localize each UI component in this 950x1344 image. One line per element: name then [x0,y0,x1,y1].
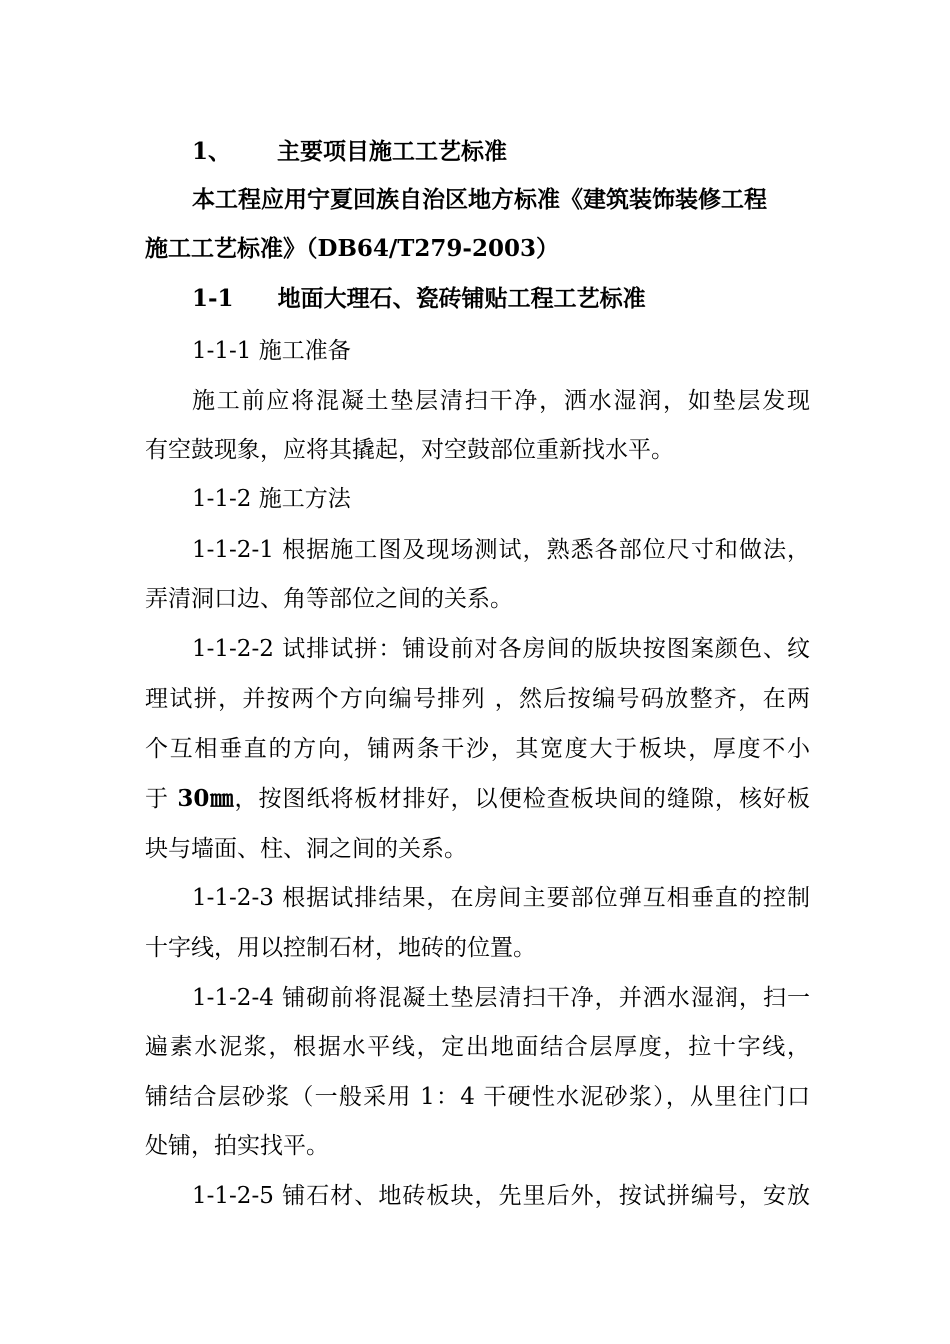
paragraph-line: 1-1-2-5 铺石材、地砖板块，先里后外，按试拼编号，安放 [192,1183,810,1209]
paragraph-line: 1-1-2-3 根据试排结果，在房间主要部位弹互相垂直的控制 [192,885,810,911]
paragraph-line: 1-1-2-4 铺砌前将混凝土垫层清扫干净，并洒水湿润，扫一 [192,985,810,1011]
heading-number: 1、 [192,138,232,165]
intro-line: 施工工艺标准》（DB64/T279-2003） [145,235,559,262]
text-run: 于 [145,786,178,812]
paragraph-line: 理试拼，并按两个方向编号排列 ，然后按编号码放整齐，在两 [145,686,810,712]
subheading-method: 1-1-2 施工方法 [192,486,351,512]
heading-title: 主要项目施工工艺标准 [277,138,508,165]
paragraph-line: 1-1-2-2 试排试拼：铺设前对各房间的版块按图案颜色、纹 [192,636,810,662]
dimension-value: 30㎜ [177,785,235,812]
paragraph-line: 块与墙面、柱、洞之间的关系。 [145,836,467,862]
paragraph-line [145,784,810,814]
main-heading [192,137,857,167]
section-title: 地面大理石、瓷砖铺贴工程工艺标准 [277,285,646,312]
text-run: ，按图纸将板材排好，以便检查板块间的缝隙，核好板 [234,786,811,812]
intro-line: 本工程应用宁夏回族自治区地方标准《建筑装饰装修工程 [192,186,767,213]
subheading-preparation: 1-1-1 施工准备 [192,338,351,364]
paragraph-line: 处铺，拍实找平。 [145,1133,329,1159]
paragraph-line: 施工前应将混凝土垫层清扫干净，洒水湿润，如垫层发现 [192,388,810,414]
paragraph-line: 个互相垂直的方向，铺两条干沙，其宽度大于板块，厚度不小 [145,736,810,762]
section-number: 1-1 [192,285,234,312]
paragraph-line: 有空鼓现象，应将其撬起，对空鼓部位重新找水平。 [145,437,674,463]
paragraph-line: 弄清洞口边、角等部位之间的关系。 [145,586,513,612]
section-heading [192,284,857,314]
paragraph-line: 铺结合层砂浆（一般采用 1：4 干硬性水泥砂浆），从里往门口 [145,1084,810,1110]
paragraph-line: 十字线，用以控制石材，地砖的位置。 [145,935,536,961]
paragraph-line: 1-1-2-1 根据施工图及现场测试，熟悉各部位尺寸和做法， [192,537,810,563]
paragraph-line: 遍素水泥浆，根据水平线，定出地面结合层厚度，拉十字线， [145,1034,810,1060]
